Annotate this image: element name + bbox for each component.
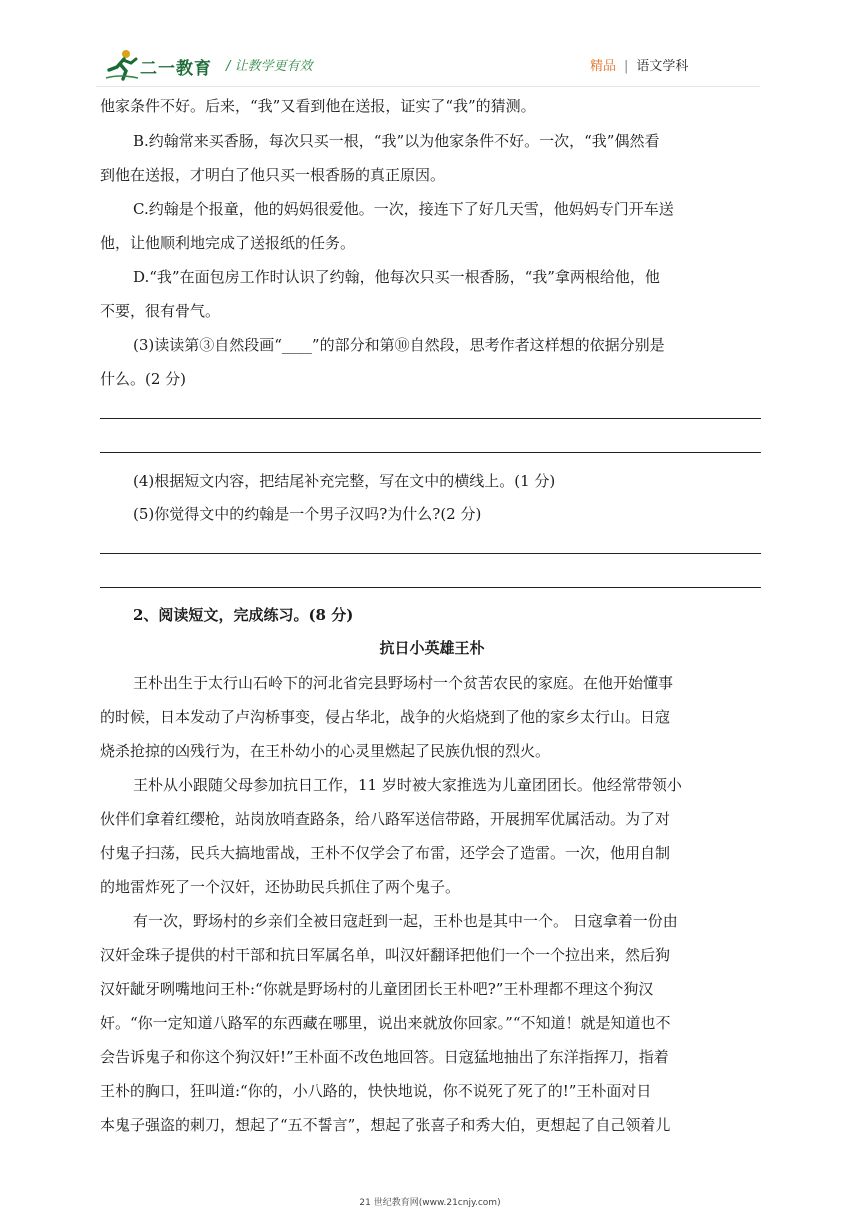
page-header — [0, 0, 860, 88]
answer-line[interactable] — [100, 418, 761, 419]
text-line: 他家条件不好。后来，“我”又看到他在送报，证实了“我”的猜测。 — [100, 97, 536, 115]
subject-label: 语文学科 — [636, 59, 689, 74]
header-right — [590, 55, 688, 74]
paragraph-line: 汉奸金珠子提供的村干部和抗日军属名单，叫汉奸翻译把他们一个一个拉出来，然后狗 — [100, 946, 671, 964]
answer-line[interactable] — [100, 452, 761, 453]
quality-label: 精品 — [590, 59, 617, 74]
paragraph-line: 本鬼子强盗的刺刀，想起了“五不誓言”，想起了张喜子和秀大伯，更想起了自己领着儿 — [100, 1116, 671, 1134]
text-line: 不要，很有骨气。 — [100, 302, 221, 320]
answer-line[interactable] — [100, 553, 761, 554]
text-line: 到他在送报，才明白了他只买一根香肠的真正原因。 — [100, 166, 446, 184]
option-c-line: C.约翰是个报童，他的妈妈很爱他。一次，接连下了好几天雪，他妈妈专门开车送 — [133, 200, 674, 218]
question-3-line: (3)读读第③自然段画“____”的部分和第⑩自然段，思考作者这样想的依据分别是 — [133, 336, 665, 354]
section-2-heading: 2、阅读短文，完成练习。(8 分) — [133, 606, 354, 624]
runner-logo-icon — [104, 48, 140, 82]
text-line: 什么。(2 分) — [100, 370, 187, 388]
header-divider — [96, 86, 760, 87]
logo-text: 二一教育 — [140, 59, 212, 79]
paragraph-line: 的时候，日本发动了卢沟桥事变，侵占华北，战争的火焰烧到了他的家乡太行山。日寇 — [100, 708, 671, 726]
text-line: 他，让他顺利地完成了送报纸的任务。 — [100, 234, 356, 252]
paragraph-line: 王朴出生于太行山石岭下的河北省完县野场村一个贫苦农民的家庭。在他开始懂事 — [133, 674, 674, 692]
paragraph-line: 有一次，野场村的乡亲们全被日寇赶到一起，王朴也是其中一个。 日寇拿着一份由 — [133, 912, 678, 930]
header-separator: | — [624, 59, 629, 74]
logo — [104, 48, 224, 82]
option-b-line: B.约翰常来买香肠，每次只买一根，“我”以为他家条件不好。一次，“我”偶然看 — [133, 132, 660, 150]
option-d-line: D.“我”在面包房工作时认识了约翰，他每次只买一根香肠，“我”拿两根给他，他 — [133, 268, 660, 286]
paragraph-line: 王朴的胸口，狂叫道:“你的，小八路的，快快地说，你不说死了死了的!”王朴面对日 — [100, 1082, 652, 1100]
paragraph-line: 烧杀抢掠的凶残行为，在王朴幼小的心灵里燃起了民族仇恨的烈火。 — [100, 742, 551, 760]
page-footer: 21 世纪教育网(www.21cnjy.com) — [359, 1198, 501, 1208]
question-4-line: (4)根据短文内容，把结尾补充完整，写在文中的横线上。(1 分) — [133, 472, 556, 490]
paragraph-line: 会告诉鬼子和你这个狗汉奸!”王朴面不改色地回答。日寇猛地抽出了东洋指挥刀，指着 — [100, 1048, 669, 1066]
paragraph-line: 王朴从小跟随父母参加抗日工作，11 岁时被大家推选为儿童团团长。他经常带领小 — [133, 776, 682, 794]
answer-line[interactable] — [100, 587, 761, 588]
paragraph-line: 汉奸龇牙咧嘴地问王朴:“你就是野场村的儿童团团长王朴吧?”王朴理都不理这个狗汉 — [100, 980, 654, 998]
article-title: 抗日小英雄王朴 — [379, 639, 485, 657]
paragraph-line: 伙伴们拿着红缨枪，站岗放哨查路条，给八路军送信带路，开展拥军优属活动。为了对 — [100, 810, 671, 828]
slogan: / 让教学更有效 — [226, 59, 313, 74]
paragraph-line: 的地雷炸死了一个汉奸，还协助民兵抓住了两个鬼子。 — [100, 878, 461, 896]
question-5-line: (5)你觉得文中的约翰是一个男子汉吗?为什么?(2 分) — [133, 505, 482, 523]
paragraph-line: 奸。“你一定知道八路军的东西藏在哪里，说出来就放你回家。”“不知道！就是知道也不 — [100, 1014, 671, 1032]
paragraph-line: 付鬼子扫荡，民兵大搞地雷战，王朴不仅学会了布雷，还学会了造雷。一次，他用自制 — [100, 844, 671, 862]
